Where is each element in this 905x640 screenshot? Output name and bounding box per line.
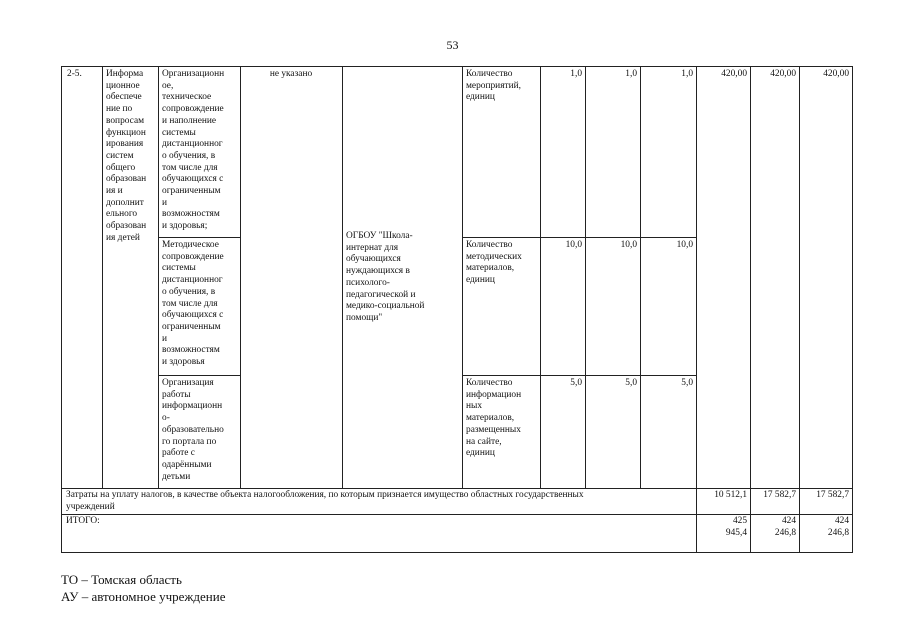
indicator-value: 10,0 (565, 240, 582, 250)
row-divider (462, 237, 696, 238)
indicator-value: 10,0 (620, 240, 637, 250)
tax-col-2: 17 582,7 (763, 490, 796, 500)
column-divider (585, 66, 586, 488)
column-divider (696, 66, 697, 553)
activity-cell: Методическое сопровождение системы дистанционног о обучения, в том числе для обучающихся с ограниченным и возможностям и здоровья (162, 240, 224, 368)
column-divider (640, 66, 641, 488)
footnote: АУ – автономное учреждение (61, 589, 226, 604)
budget-table (61, 66, 853, 553)
row-number: 2-5. (67, 69, 82, 79)
indicator-value: 5,0 (570, 378, 582, 388)
indicator-value: 5,0 (625, 378, 637, 388)
deadline: не указано (269, 69, 313, 79)
tax-col-3: 17 582,7 (816, 490, 849, 500)
total-row-label: ИТОГО: (66, 516, 100, 526)
row-divider (158, 375, 240, 376)
activity-cell: Организация работы информационн о- образовательно го портала по работе с одарёнными детьми (162, 378, 224, 482)
table-border-top (61, 66, 853, 67)
page-number: 53 (446, 38, 459, 52)
total-col-2: 424 246,8 (774, 516, 796, 538)
cost-col-3: 420,00 (823, 69, 849, 79)
executor: ОГБОУ "Школа- интернат для обучающихся нуждающихся в психолого- педагогической и медико-социальной помощи" (346, 231, 425, 323)
column-divider (799, 66, 800, 553)
indicator-cell: Количество информацион ных материалов, размещенных на сайте, единиц (466, 378, 522, 459)
indicator-value: 10,0 (676, 240, 693, 250)
column-divider (540, 66, 541, 488)
indicator-cell: Количество методических материалов, единиц (466, 240, 522, 286)
indicator-cell: Количество мероприятий, единиц (466, 69, 521, 103)
indicator-value: 1,0 (570, 69, 582, 79)
activity-cell: Организационн ое, техническое сопровождение и наполнение системы дистанционног о обучения, в том числе для обучающихся с ограниченным и возможностям и здоровья; (162, 69, 225, 232)
indicator-value: 1,0 (625, 69, 637, 79)
row-divider (462, 375, 696, 376)
table-border-left (61, 66, 62, 553)
column-divider (750, 66, 751, 553)
indicator-value: 5,0 (681, 378, 693, 388)
row-title: Информа ционное обеспече ние по вопросам функцион ирования систем общего образован ия и дополнит ельного образован ия детей (106, 69, 147, 243)
total-col-1: 425 945,4 (725, 516, 747, 538)
table-border-bottom (61, 552, 853, 553)
cost-col-1: 420,00 (721, 69, 747, 79)
tax-col-1: 10 512,1 (714, 490, 747, 500)
row-divider (158, 237, 240, 238)
tax-row-label: Затраты на уплату налогов, в качестве объекта налогообложения, по которым признается имущество областных государственных учреждений (66, 490, 584, 512)
cost-col-2: 420,00 (770, 69, 796, 79)
total-col-3: 424 246,8 (827, 516, 849, 538)
footnote: ТО – Томская область (61, 572, 182, 587)
indicator-value: 1,0 (681, 69, 693, 79)
table-border-right (852, 66, 853, 553)
